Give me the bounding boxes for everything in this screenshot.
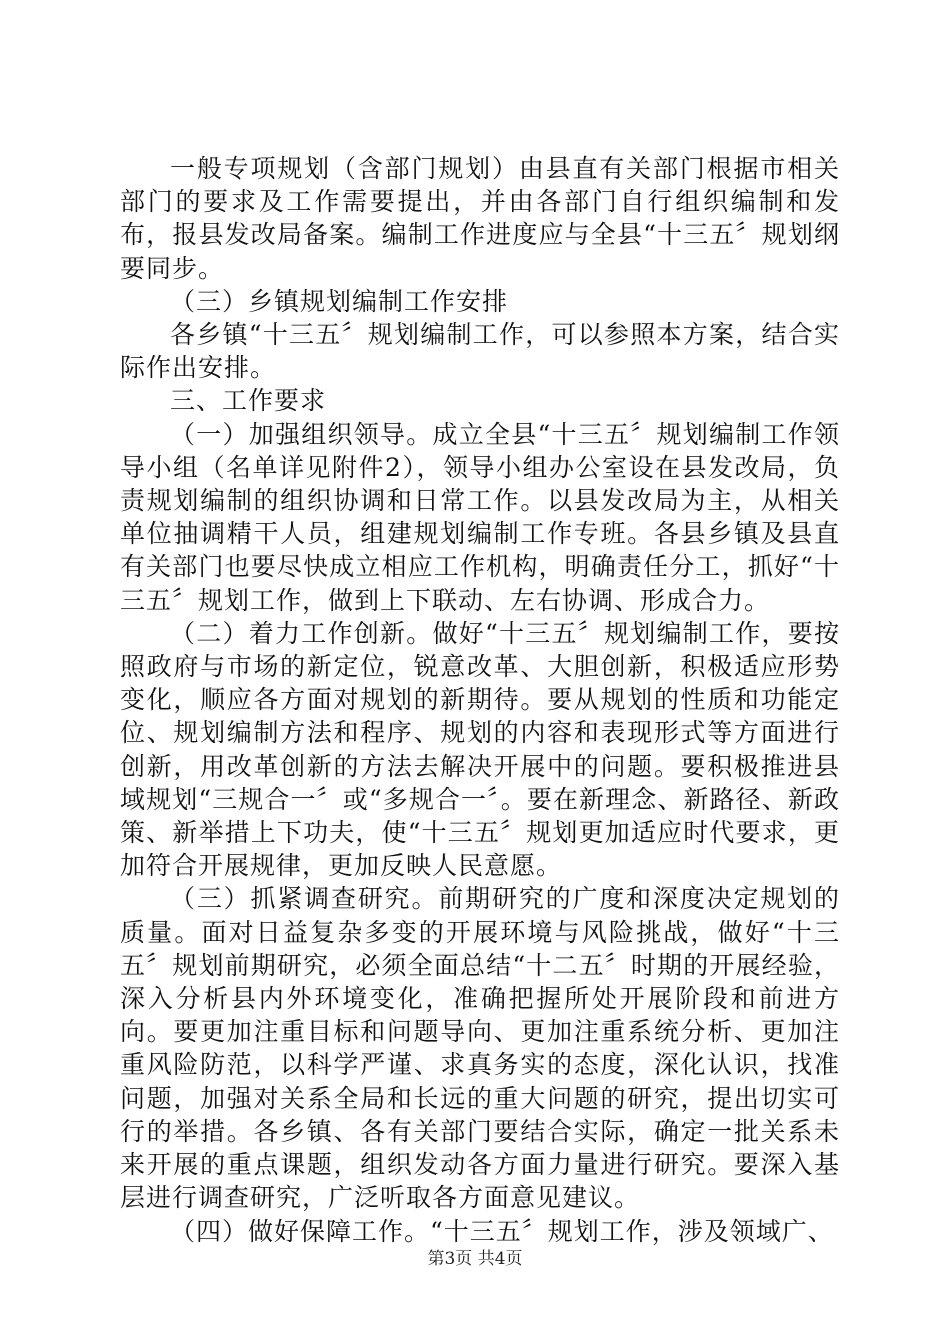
paragraph-township-planning: 各乡镇“十三五〞规划编制工作，可以参照本方案，结合实际作出安排。 (120, 320, 840, 383)
paragraph-special-planning: 一般专项规划（含部门规划）由县直有关部门根据市相关部门的要求及工作需要提出，并由各部门自行组织编制和发布，报县发改局备案。编制工作进度应与全县“十三五〞规划纲要同步。 (120, 154, 840, 283)
paragraph-organization-leadership: （一）加强组织领导。成立全县“十三五〞规划编制工作领导小组（名单详见附件2），领导小组办公室设在县发改局，负责规划编制的组织协调和日常工作。以县发改局为主，从相关单位抽调精干人员，组建规划编制工作专班。各县乡镇及县直有关部门也要尽快成立相应工作机构，明确责任分工，抓好“十三五〞规划工作，做到上下联动、左右协调、形成合力。 (120, 419, 840, 615)
heading-township-planning: （三）乡镇规划编制工作安排 (170, 286, 509, 316)
heading-work-requirements: 三、工作要求 (170, 386, 327, 416)
paragraph-support-work: （四）做好保障工作。“十三五〞规划工作，涉及领域广、 (170, 1216, 834, 1246)
paragraph-work-innovation: （二）着力工作创新。做好“十三五〞规划编制工作，要按照政府与市场的新定位，锐意改革、大胆创新，积极适应形势变化，顺应各方面对规划的新期待。要从规划的性质和功能定位、规划编制方法和程序、规划的内容和表现形式等方面进行创新，用改革创新的方法去解决开展中的问题。要积极推进县域规划“三规合一〞或“多规合一〞。要在新理念、新路径、新政策、新举措上下功夫，使“十三五〞规划更加适应时代要求，更加符合开展规律，更加反映人民意愿。 (120, 618, 840, 881)
paragraph-investigation-research: （三）抓紧调查研究。前期研究的广度和深度决定规划的质量。面对日益复杂多变的开展环境与风险挑战，做好“十三五〞规划前期研究，必须全面总结“十二五〞时期的开展经验，深入分析县内外环境变化，准确把握所处开展阶段和前进方向。要更加注重目标和问题导向、更加注重系统分析、更加注重风险防范，以科学严谨、求真务实的态度，深化认识，找准问题，加强对关系全局和长远的重大问题的研究，提出切实可行的举措。各乡镇、各有关部门要结合实际，确定一批关系未来开展的重点课题，组织发动各方面力量进行研究。要深入基层进行调查研究，广泛听取各方面意见建议。 (120, 884, 840, 1213)
document-body (120, 152, 840, 1248)
page-number-footer: 第3页 共4页 (427, 1249, 523, 1269)
